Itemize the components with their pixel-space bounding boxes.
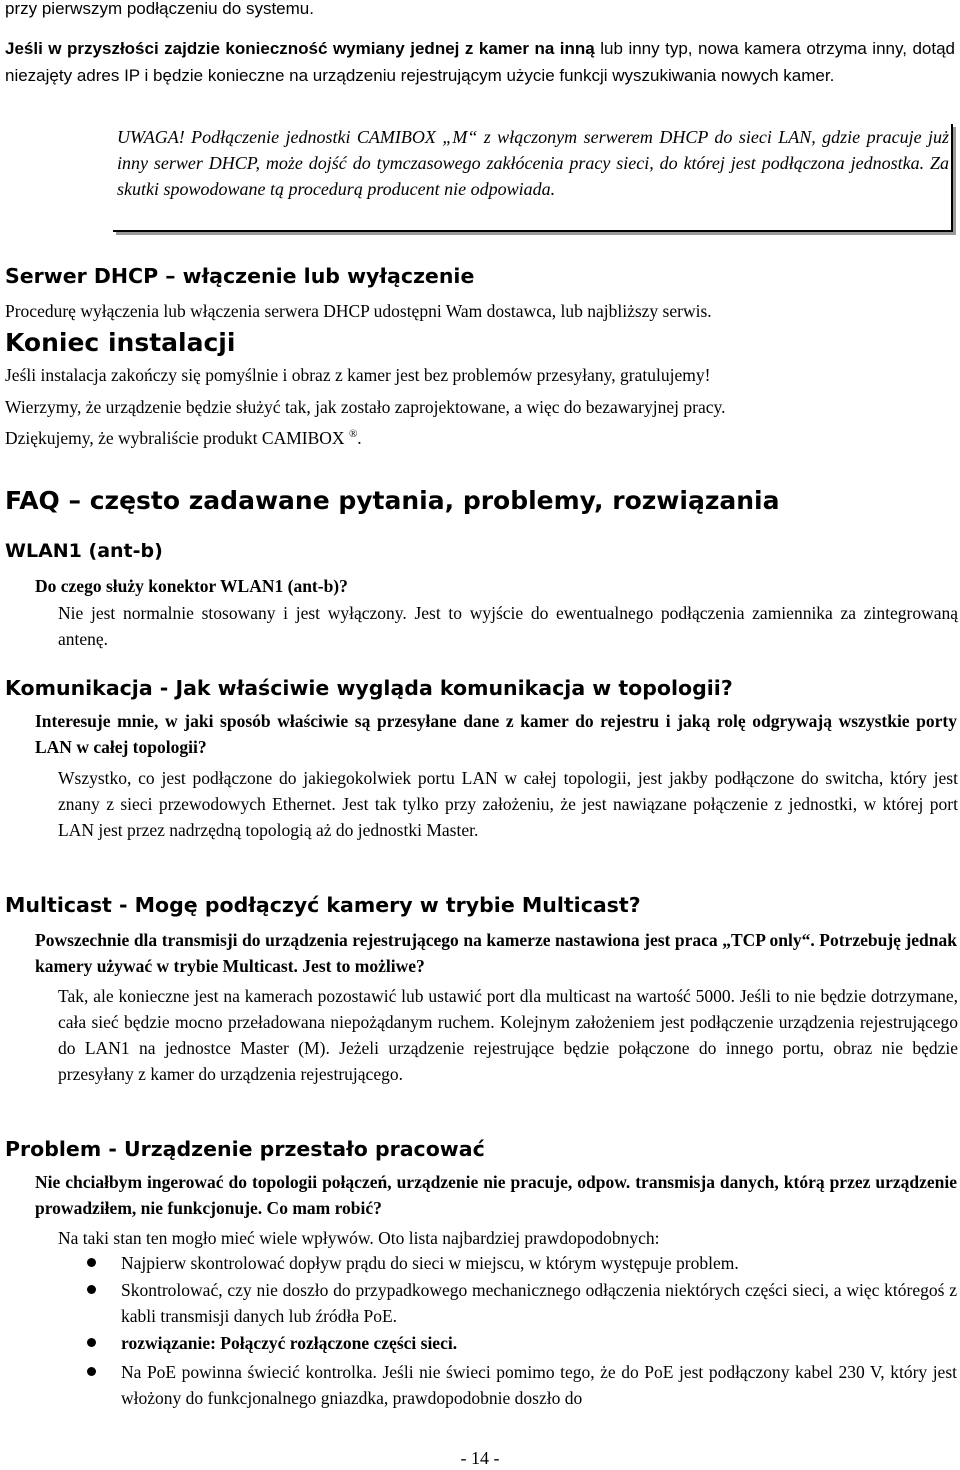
multicast-answer: Tak, ale konieczne jest na kamerach pozostawić lub ustawić port dla multicast na wartość 5000. Jeśli to nie będzie dotrzymane, cała sieć będzie mocno przeładowana niepożądanym ruchem. Kolejnym założeniem jest podłączenie urządzenia rejestrującego do LAN1 na jednostce Master (M). Jeżeli urządzenie rejestrujące będzie połączone do innego portu, obraz nie będzie przesyłany z kamer do urządzenia rejestrującego.: [58, 986, 958, 1084]
intro-bold-text: Jeśli w przyszłości zajdzie konieczność wymiany jednej z kamer na inną: [5, 39, 595, 58]
end-line-2: Wierzymy, że urządzenie będzie służyć tak, jak zostało zaprojektowane, a więc do bezawaryjnej pracy.: [5, 397, 726, 417]
problem-bullet-4: Na PoE powinna świecić kontrolka. Jeśli nie świeci pomimo tego, że do PoE jest podłączony kabel 230 V, który jest włożony do funkcjonalnego gniazdka, prawdopodobnie doszło do: [121, 1362, 957, 1408]
comm-answer: Wszystko, co jest podłączone do jakiegokolwiek portu LAN w całej topologii, jest jakby podłączone do switcha, który jest znany z sieci przewodowych Ethernet. Jest tak tylko przy założeniu, że jest nawiązane połączenie z jednostki, w której port LAN jest przez nadrzędną topologią aż do jednostki Master.: [58, 768, 958, 840]
end-line-3: [5, 425, 955, 451]
wlan-answer: Nie jest normalnie stosowany i jest wyłączony. Jest to wyjście do ewentualnego podłączenia zamiennika za zintegrowaną antenę.: [58, 603, 958, 649]
end-line-3-text: Dziękujemy, że wybraliście produkt CAMIBOX: [5, 428, 345, 448]
wlan-question: Do czego służy konektor WLAN1 (ant-b)?: [35, 576, 348, 596]
problem-bullet-3: rozwiązanie: Połączyć rozłączone części sieci.: [121, 1333, 458, 1353]
wlan-heading: WLAN1 (ant-b): [5, 540, 163, 562]
registered-mark: ®: [348, 428, 358, 441]
dhcp-text: Procedurę wyłączenia lub włączenia serwera DHCP udostępni Wam dostawca, lub najbliższy serwis.: [5, 301, 712, 321]
end-line-3-period: .: [357, 428, 362, 448]
page-number: - 14 -: [460, 1448, 500, 1468]
end-heading: Koniec instalacji: [5, 328, 236, 357]
problem-heading: Problem - Urządzenie przestało pracować: [5, 1137, 485, 1161]
dhcp-heading: Serwer DHCP – włączenie lub wyłączenie: [5, 264, 475, 288]
bullet-dot: [87, 1367, 96, 1376]
faq-heading: FAQ – często zadawane pytania, problemy, rozwiązania: [5, 486, 780, 515]
problem-question: Nie chciałbym ingerować do topologii połączeń, urządzenie nie pracuje, odpow. transmisja danych, którą przez urządzenie prowadziłem, nie funkcjonuje. Co mam robić?: [35, 1172, 957, 1218]
problem-bullet-1: Najpierw skontrolować dopływ prądu do sieci w miejscu, w którym występuje problem.: [121, 1253, 739, 1273]
problem-intro: Na taki stan ten mogło mieć wiele wpływów. Oto lista najbardziej prawdopodobnych:: [58, 1228, 660, 1248]
intro-rest-text: lub inny typ, nowa kamera otrzyma inny, dotąd niezajęty adres IP i będzie konieczne na urządzeniu rejestrującym użycie funkcji wyszukiwania nowych kamer.: [5, 39, 955, 85]
end-line-1: Jeśli instalacja zakończy się pomyślnie i obraz z kamer jest bez problemów przesyłany, gratulujemy!: [5, 365, 711, 385]
intro-paragraph: [5, 35, 955, 89]
multicast-heading: Multicast - Mogę podłączyć kamery w trybie Multicast?: [5, 893, 641, 917]
bullet-dot: [87, 1258, 96, 1267]
bullet-dot: [87, 1285, 96, 1294]
intro-line: przy pierwszym podłączeniu do systemu.: [5, 0, 314, 18]
bullet-dot: [87, 1338, 96, 1347]
problem-bullet-2: Skontrolować, czy nie doszło do przypadkowego mechanicznego odłączenia niektórych części sieci, a więc któregoś z kabli transmisji danych lub źródła PoE.: [121, 1280, 957, 1326]
warning-text: UWAGA! Podłączenie jednostki CAMIBOX „M“ z włączonym serwerem DHCP do sieci LAN, gdzie pracuje już inny serwer DHCP, może dojść do tymczasowego zakłócenia pracy sieci, do której jest podłączona jednostka. Za skutki spowodowane tą procedurą producent nie odpowiada.: [117, 127, 949, 199]
comm-heading: Komunikacja - Jak właściwie wygląda komunikacja w topologii?: [5, 676, 733, 700]
comm-question: Interesuje mnie, w jaki sposób właściwie są przesyłane dane z kamer do rejestru i jaką rolę odgrywają wszystkie porty LAN w całej topologii?: [35, 711, 957, 757]
multicast-question: Powszechnie dla transmisji do urządzenia rejestrującego na kamerze nastawiona jest praca „TCP only“. Potrzebuję jednak kamery używać w trybie Multicast. Jest to możliwe?: [35, 930, 957, 976]
